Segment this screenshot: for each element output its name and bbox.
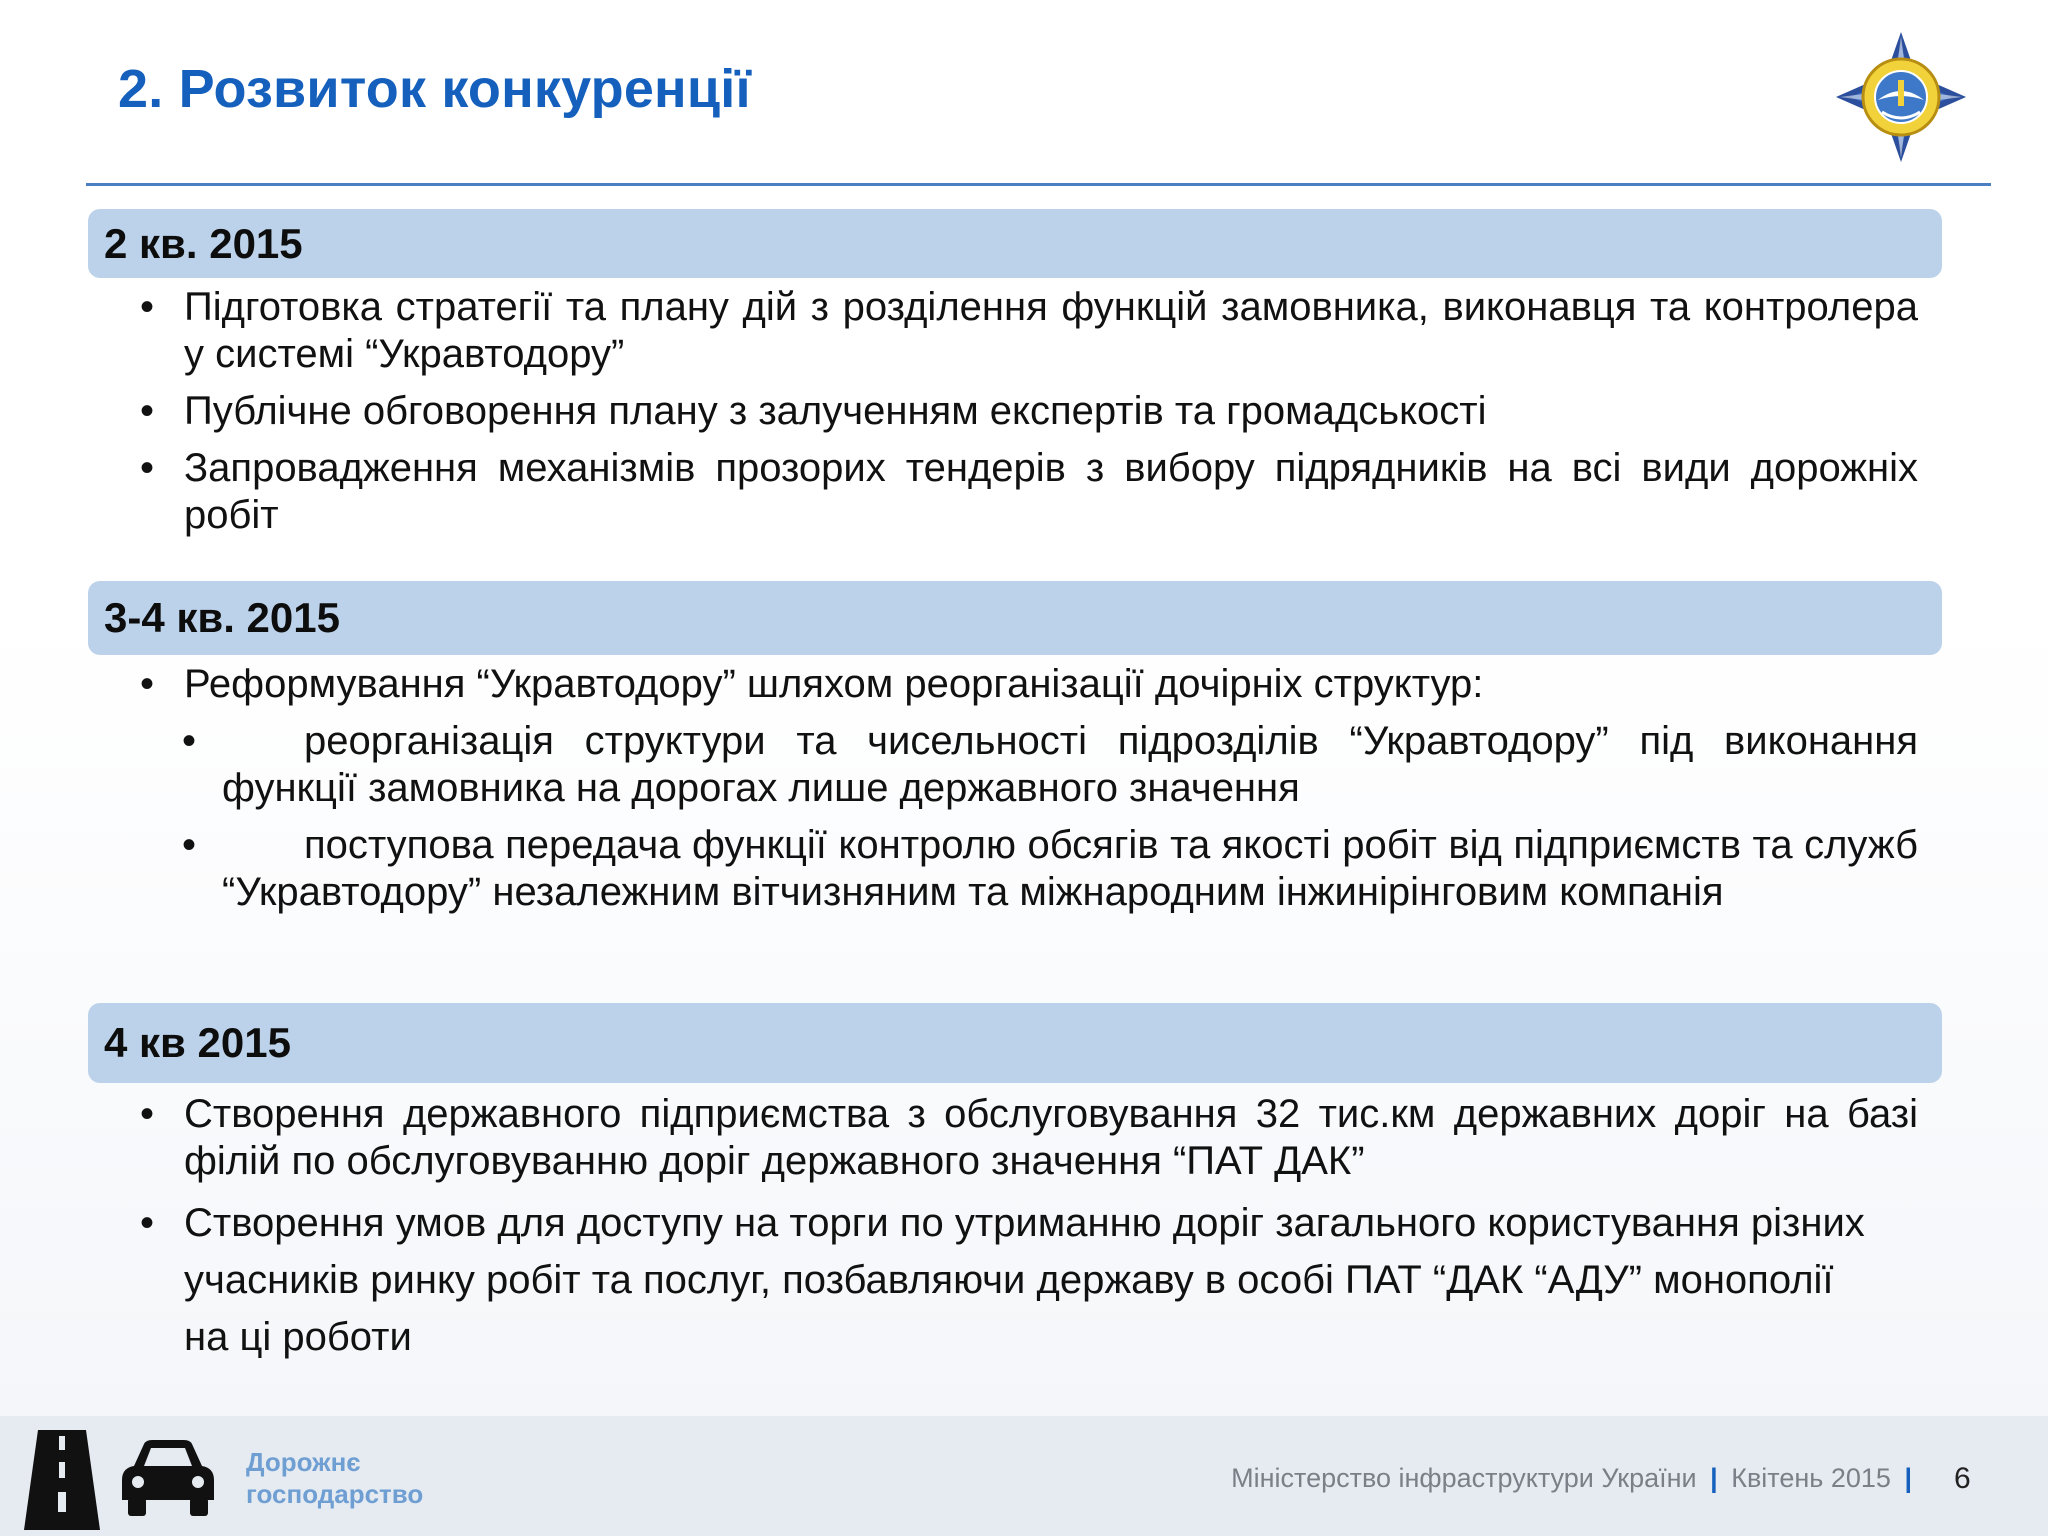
footer-info xyxy=(1231,1463,1918,1494)
slide-title: 2. Розвиток конкуренції xyxy=(118,59,751,119)
bullet: • xyxy=(140,662,155,706)
footer-brand xyxy=(246,1446,423,1510)
section-period: 2 кв. 2015 xyxy=(104,220,303,267)
bullet: • xyxy=(140,1201,155,1245)
section-header-q3-4-2015 xyxy=(88,581,1942,655)
list-item xyxy=(140,1091,1918,1185)
section-period: 4 кв 2015 xyxy=(104,1019,291,1066)
section-list-q2-2015 xyxy=(140,284,1918,539)
sub-list-item xyxy=(140,822,1918,916)
road-icon xyxy=(24,1430,100,1530)
ukravtodor-emblem-icon xyxy=(1834,30,1968,164)
title-divider xyxy=(86,183,1991,186)
list-item-text: поступова передача функції контролю обсягів та якості робіт від підприємств та служб “Укравтодору” незалежним вітчизняним та міжнародним інжинірінговим компанія xyxy=(222,823,1918,914)
list-item xyxy=(140,661,1918,708)
list-item-text: Реформування “Укравтодору” шляхом реорганізації дочірніх структур: xyxy=(184,662,1484,706)
footer-brand-line1: Дорожнє xyxy=(246,1447,361,1477)
list-item-text: реорганізація структури та чисельності підрозділів “Укравтодору” під виконання функції замовника на дорогах лише державного значення xyxy=(222,719,1918,810)
list-item xyxy=(140,445,1918,539)
list-item-text: Запровадження механізмів прозорих тендерів з вибору підрядників на всі види дорожніх робіт xyxy=(184,446,1918,537)
footer-brand-line2: господарство xyxy=(246,1479,424,1509)
bullet: • xyxy=(140,285,155,329)
section-header-q2-2015 xyxy=(88,209,1942,278)
footer-separator: | xyxy=(1710,1463,1718,1493)
bullet: • xyxy=(140,446,155,490)
section-list-q4-2015 xyxy=(140,1091,1918,1366)
page-number: 6 xyxy=(1954,1462,1971,1495)
section-list-q3-4-2015 xyxy=(140,661,1918,916)
bullet: • xyxy=(182,719,197,763)
list-item xyxy=(140,388,1918,435)
list-item-text: Підготовка стратегії та плану дій з розділення функцій замовника, виконавця та контролера у системі “Укравтодору” xyxy=(184,285,1918,376)
section-header-q4-2015 xyxy=(88,1003,1942,1083)
car-icon xyxy=(120,1436,216,1520)
footer-ministry: Міністерство інфраструктури України xyxy=(1231,1463,1697,1493)
sub-list-item xyxy=(140,718,1918,812)
list-item xyxy=(140,284,1918,378)
footer-date: Квітень 2015 xyxy=(1731,1463,1891,1493)
section-period: 3-4 кв. 2015 xyxy=(104,594,340,641)
list-item-text: Створення умов для доступу на торги по утриманню доріг загального користування різних учасників ринку робіт та послуг, позбавляючи державу в особі ПАТ “ДАК “АДУ” монополії на ці роботи xyxy=(184,1201,1865,1359)
list-item-text: Публічне обговорення плану з залученням експертів та громадськості xyxy=(184,389,1487,433)
list-item xyxy=(140,1195,1884,1366)
footer-separator: | xyxy=(1904,1463,1912,1493)
bullet: • xyxy=(182,823,197,867)
bullet: • xyxy=(140,389,155,433)
list-item-text: Створення державного підприємства з обслуговування 32 тис.км державних доріг на базі філій по обслуговуванню доріг державного значення “ПАТ ДАК” xyxy=(184,1092,1918,1183)
bullet: • xyxy=(140,1092,155,1136)
